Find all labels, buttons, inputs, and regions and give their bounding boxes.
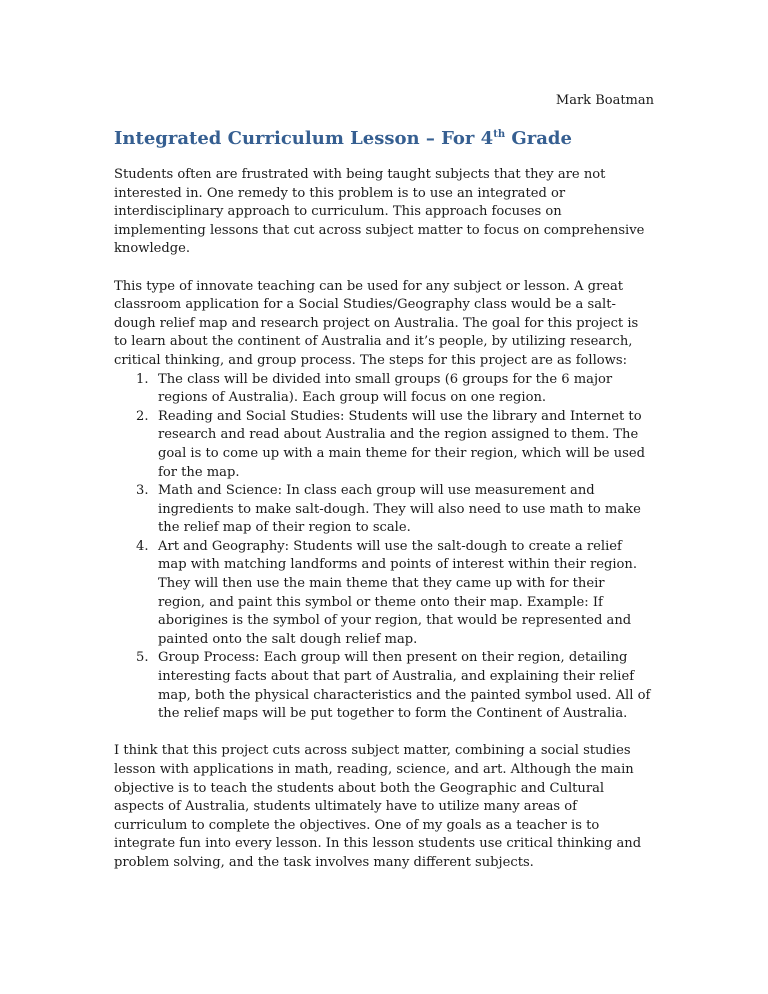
step-text: Reading and Social Studies: Students will use the library and Internet to research and read about Australia and the region assigned to them. The goal is to come up with a main theme for their region, which will be used for the map.	[158, 408, 646, 480]
project-paragraph: This type of innovate teaching can be used for any subject or lesson. A great classroom application for a Social Studies/Geography class would be a salt-dough relief map and research project on Australia. The goal for this project is to learn about the continent of Australia and it’s people, by utilizing research, critical thinking, and group process. The steps for this project are as follows:	[114, 278, 639, 368]
list-item	[136, 408, 654, 482]
step-number: 3.	[136, 483, 149, 499]
step-text: Group Process: Each group will then present on their region, detailing interesting facts about that part of Australia, and explaining their relief map, both the physical characteristics and the painted symbol used. All of the relief maps will be put together to form the Continent of Australia.	[158, 650, 651, 722]
document-body	[114, 166, 654, 873]
step-text: Math and Science: In class each group will use measurement and ingredients to make salt-dough. They will also need to use math to make the relief map of their region to scale.	[158, 483, 641, 536]
title-suffix: Grade	[505, 128, 572, 149]
conclusion-paragraph: I think that this project cuts across subject matter, combining a social studies lesson with applications in math, reading, science, and art. Although the main objective is to teach the students about both the Geographic and Cultural aspects of Australia, students ultimately have to utilize many areas of curriculum to complete the objectives. One of my goals as a teacher is to integrate fun into every lesson. In this lesson students use critical thinking and problem solving, and the task involves many different subjects.	[114, 743, 642, 870]
title-superscript: th	[493, 129, 506, 140]
steps-list	[114, 371, 654, 724]
list-item	[136, 649, 654, 723]
step-number: 2.	[136, 408, 149, 424]
title-main: Integrated Curriculum Lesson – For 4	[114, 128, 494, 149]
list-item	[136, 538, 654, 650]
page-title	[114, 126, 674, 152]
list-item	[136, 482, 654, 538]
author-name: Mark Boatman	[555, 93, 654, 108]
step-number: 5.	[136, 650, 149, 666]
intro-paragraph: Students often are frustrated with being taught subjects that they are not interested in. One remedy to this problem is to use an integrated or interdisciplinary approach to curriculum. This approach focuses on implementing lessons that cut across subject matter to focus on comprehensive knowledge.	[114, 167, 645, 257]
step-text: The class will be divided into small groups (6 groups for the 6 major regions of Australia). Each group will focus on one region.	[158, 371, 613, 406]
list-item	[136, 371, 654, 408]
step-number: 1.	[136, 371, 149, 387]
step-text: Art and Geography: Students will use the salt-dough to create a relief map with matching landforms and points of interest within their region. They will then use the main theme that they came up with for their region, and paint this symbol or theme onto their map. Example: If aborigines is the symbol of your region, that would be represented and painted onto the salt dough relief map.	[158, 538, 637, 647]
step-number: 4.	[136, 538, 149, 554]
